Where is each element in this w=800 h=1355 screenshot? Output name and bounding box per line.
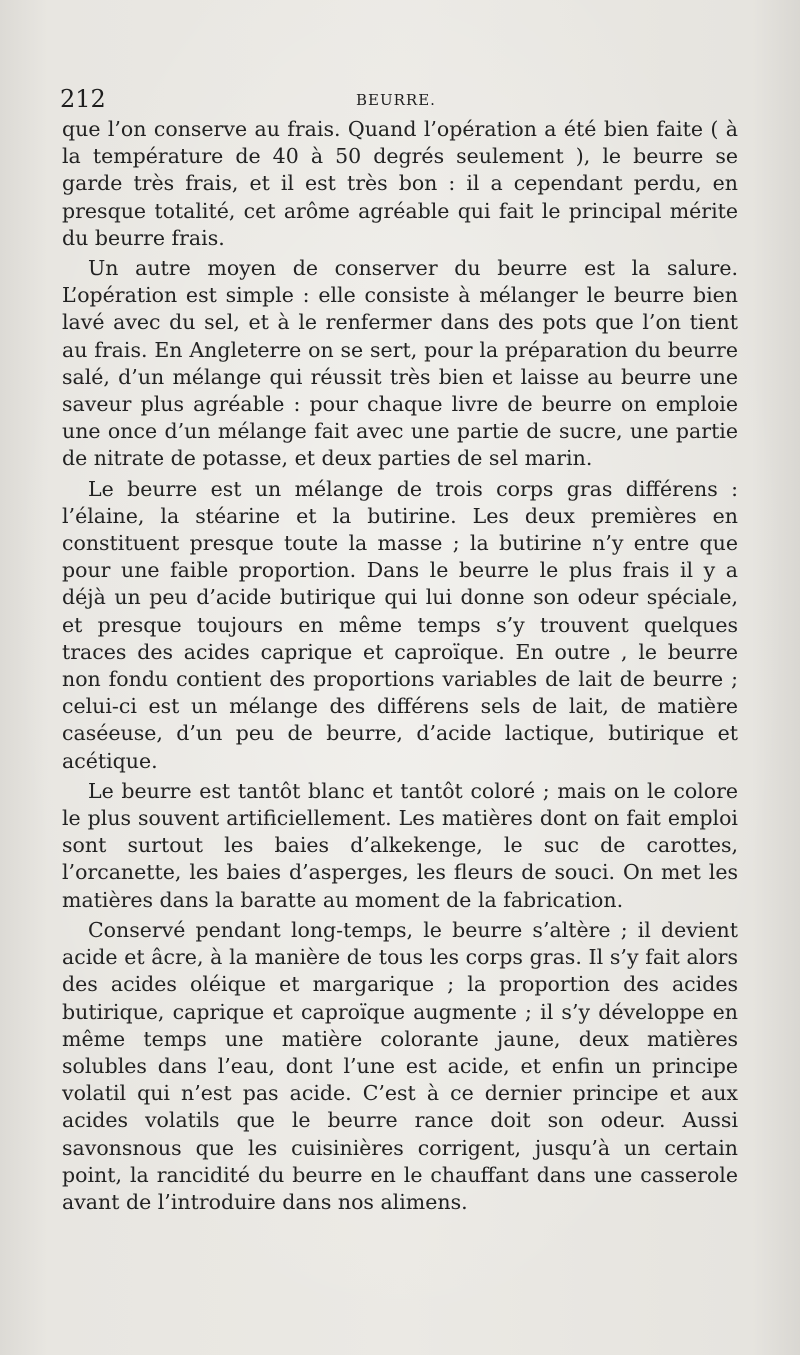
paragraph-composition: Le beurre est un mélange de trois corps gras différens : l’élaine, la stéarine et la butirine. Les deux premières en constituent presque toute la masse ; la butirine n’y entre que pour une faible proportion. Dans le beurre le plus frais il y a déjà un peu d’acide butirique qui lui donne son odeur spéciale, et presque toujours en même temps s’y trouvent quelques traces des acides caprique et caproïque. En outre , le beurre non fondu contient des proportions variables de lait de beurre ; celui-ci est un mélange des différens sels de lait, de matière caséeuse, d’un peu de beurre, d’acide lactique, butirique et acétique. (62, 476, 738, 773)
paragraph-coloration: Le beurre est tantôt blanc et tantôt coloré ; mais on le colore le plus souvent artificiellement. Les matières dont on fait emploi sont surtout les baies d’alkekenge, le suc de carottes, l’orcanette, les baies d’asperges, les fleurs de souci. On met les matières dans la baratte au moment de la fabrication. (62, 778, 738, 912)
running-head: BEURRE. (356, 91, 436, 109)
body-text (62, 116, 738, 1219)
page-header (60, 82, 736, 116)
paragraph-alteration: Conservé pendant long-temps, le beurre s’altère ; il devient acide et âcre, à la manière de tous les corps gras. Il s’y fait alors des acides oléique et margarique ; la proportion des acides butirique, caprique et caproïque augmente ; il s’y développe en même temps une matière colorante jaune, deux matières solubles dans l’eau, dont l’une est acide, et enfin un principe volatil qui n’est pas acide. C’est à ce dernier principe et aux acides volatils que le beurre rance doit son odeur. Aussi savonsnous que les cuisinières corrigent, jusqu’à un certain point, la rancidité du beurre en le chauffant dans une casserole avant de l’introduire dans nos alimens. (62, 917, 738, 1214)
page-number: 212 (60, 85, 106, 113)
paragraph-salure: Un autre moyen de conserver du beurre est la salure. L’opération est simple : elle consiste à mélanger le beurre bien lavé avec du sel, et à le renfermer dans des pots que l’on tient au frais. En Angleterre on se sert, pour la préparation du beurre salé, d’un mélange qui réussit très bien et laisse au beurre une saveur plus agréable : pour chaque livre de beurre on emploie une once d’un mélange fait avec une partie de sucre, une partie de nitrate de potasse, et deux parties de sel marin. (62, 256, 738, 471)
paragraph-continuation: que l’on conserve au frais. Quand l’opération a été bien faite ( à la température de 40 à 50 degrés seulement ), le beurre se garde très frais, et il est très bon : il a cependant perdu, en presque totalité, cet arôme agréable qui fait le principal mérite du beurre frais. (62, 117, 738, 250)
